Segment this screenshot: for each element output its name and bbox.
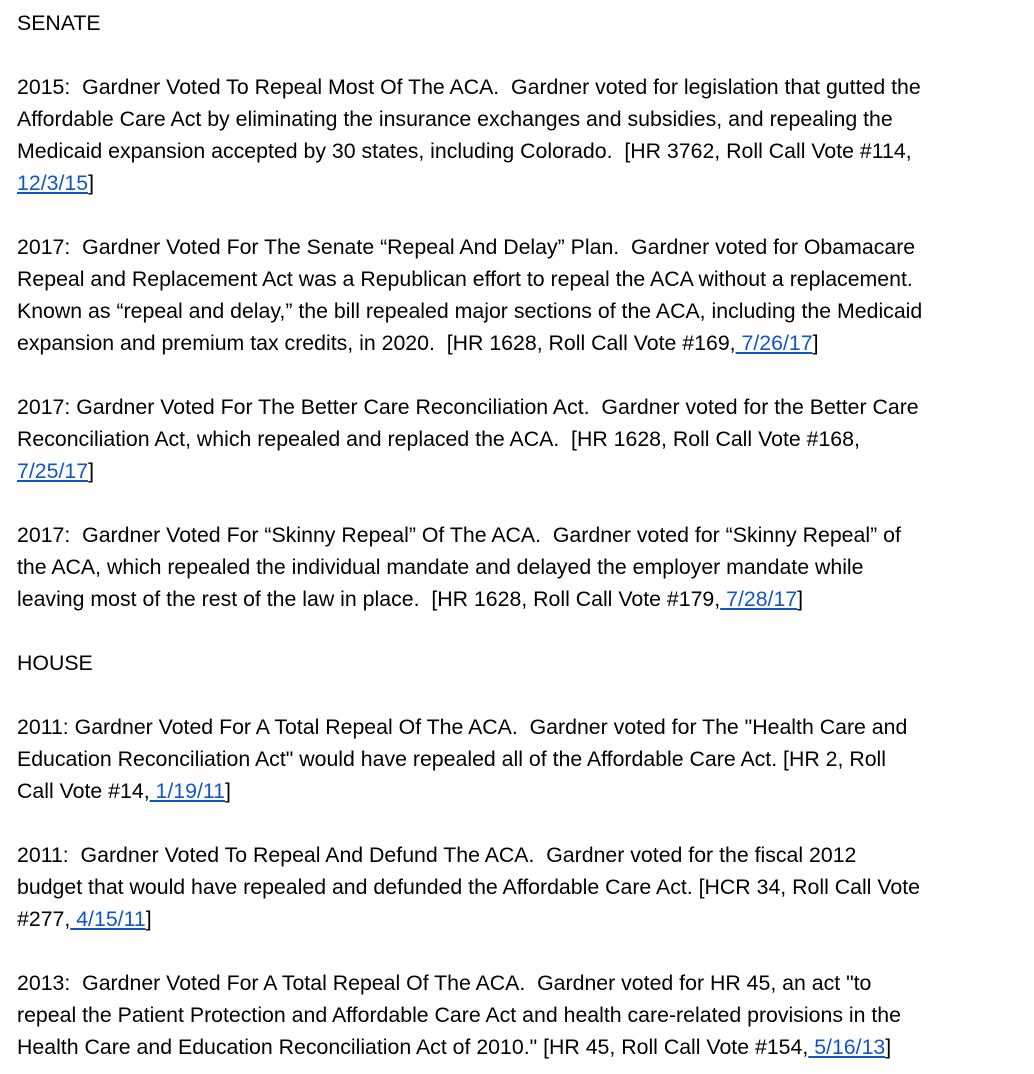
text-run: ] — [812, 331, 819, 355]
text-run: Call Vote #14, — [17, 779, 150, 803]
vote-2015-repeal-most-aca — [17, 71, 1018, 199]
text-run: budget that would have repealed and defunded the Affordable Care Act. [HCR 34, Roll Call Vote — [17, 875, 920, 899]
text-run: Reconciliation Act, which repealed and replaced the ACA. [HR 1628, Roll Call Vote #168, — [17, 427, 860, 451]
text-run: Medicaid expansion accepted by 30 states, including Colorado. [HR 3762, Roll Call Vote #114, — [17, 139, 912, 163]
vote-2013-total-repeal — [17, 967, 1018, 1063]
text-run: ] — [797, 587, 804, 611]
text-run: Education Reconciliation Act" would have repealed all of the Affordable Care Act. [HR 2, Roll — [17, 747, 887, 771]
vote-2011-repeal-and-defund — [17, 839, 1018, 935]
text-run: ] — [88, 459, 94, 483]
text-line — [17, 263, 1018, 295]
vote-2011-total-repeal — [17, 711, 1018, 807]
text-run: ] — [145, 907, 152, 931]
text-line — [17, 775, 1018, 807]
text-run: 2017: Gardner Voted For The Senate “Repeal And Delay” Plan. Gardner voted for Obamacare — [17, 235, 916, 259]
text-line — [17, 903, 1018, 935]
vote-date-link[interactable]: 7/28/17 — [720, 587, 798, 611]
text-line — [17, 871, 1018, 903]
text-line — [17, 167, 1018, 199]
text-line — [17, 583, 1018, 615]
text-line — [17, 967, 1018, 999]
text-line — [17, 455, 1018, 487]
text-run: ] — [225, 779, 231, 803]
text-run: the ACA, which repealed the individual mandate and delayed the employer mandate while — [17, 555, 864, 579]
text-run: Known as “repeal and delay,” the bill repealed major sections of the ACA, including the Medicaid — [17, 299, 923, 323]
text-line — [17, 839, 1018, 871]
text-line — [17, 391, 1018, 423]
text-run: HOUSE — [17, 651, 93, 675]
text-line — [17, 135, 1018, 167]
text-line — [17, 551, 1018, 583]
text-line — [17, 743, 1018, 775]
text-line — [17, 327, 1018, 359]
vote-date-link[interactable]: 5/16/13 — [808, 1035, 886, 1059]
text-line — [17, 71, 1018, 103]
vote-date-link[interactable]: 1/19/11 — [149, 779, 226, 803]
text-line — [17, 103, 1018, 135]
text-run: repeal the Patient Protection and Affordable Care Act and health care-related provisions in the — [17, 1003, 901, 1027]
text-run: 2015: Gardner Voted To Repeal Most Of The ACA. Gardner voted for legislation that gutted the — [17, 75, 921, 99]
vote-date-link[interactable]: 7/26/17 — [735, 331, 813, 355]
text-line — [17, 999, 1018, 1031]
section-heading-text — [17, 647, 1018, 679]
text-run: 2017: Gardner Voted For The Better Care Reconciliation Act. Gardner voted for the Better Care — [17, 395, 919, 419]
text-line — [17, 1031, 1018, 1063]
house-section-heading — [17, 647, 1018, 679]
text-run: 2011: Gardner Voted For A Total Repeal Of The ACA. Gardner voted for The "Health Care and — [17, 715, 908, 739]
senate-section-heading — [17, 7, 1018, 39]
section-heading-text — [17, 7, 1018, 39]
text-line — [17, 711, 1018, 743]
text-run: ] — [885, 1035, 892, 1059]
text-run: 2011: Gardner Voted To Repeal And Defund The ACA. Gardner voted for the fiscal 2012 — [17, 843, 857, 867]
vote-2017-skinny-repeal — [17, 519, 1018, 615]
vote-date-link[interactable]: 7/25/17 — [17, 459, 89, 483]
vote-2017-better-care-reconciliation — [17, 391, 1018, 487]
text-line — [17, 519, 1018, 551]
vote-date-link[interactable]: 12/3/15 — [17, 171, 89, 195]
text-line — [17, 423, 1018, 455]
text-run: 2017: Gardner Voted For “Skinny Repeal” Of The ACA. Gardner voted for “Skinny Repeal” of — [17, 523, 901, 547]
vote-2017-repeal-and-delay — [17, 231, 1018, 359]
text-run: 2013: Gardner Voted For A Total Repeal Of The ACA. Gardner voted for HR 45, an act "to — [17, 971, 872, 995]
text-run: Affordable Care Act by eliminating the insurance exchanges and subsidies, and repealing the — [17, 107, 893, 131]
text-line — [17, 295, 1018, 327]
text-run: Health Care and Education Reconciliation Act of 2010." [HR 45, Roll Call Vote #154, — [17, 1035, 809, 1059]
vote-date-link[interactable]: 4/15/11 — [70, 907, 146, 931]
text-run: SENATE — [17, 11, 101, 35]
text-line — [17, 231, 1018, 263]
text-run: #277, — [17, 907, 71, 931]
text-run: expansion and premium tax credits, in 2020. [HR 1628, Roll Call Vote #169, — [17, 331, 736, 355]
text-run: ] — [88, 171, 94, 195]
text-run: Repeal and Replacement Act was a Republican effort to repeal the ACA without a replacement. — [17, 267, 913, 291]
text-run: leaving most of the rest of the law in place. [HR 1628, Roll Call Vote #179, — [17, 587, 721, 611]
